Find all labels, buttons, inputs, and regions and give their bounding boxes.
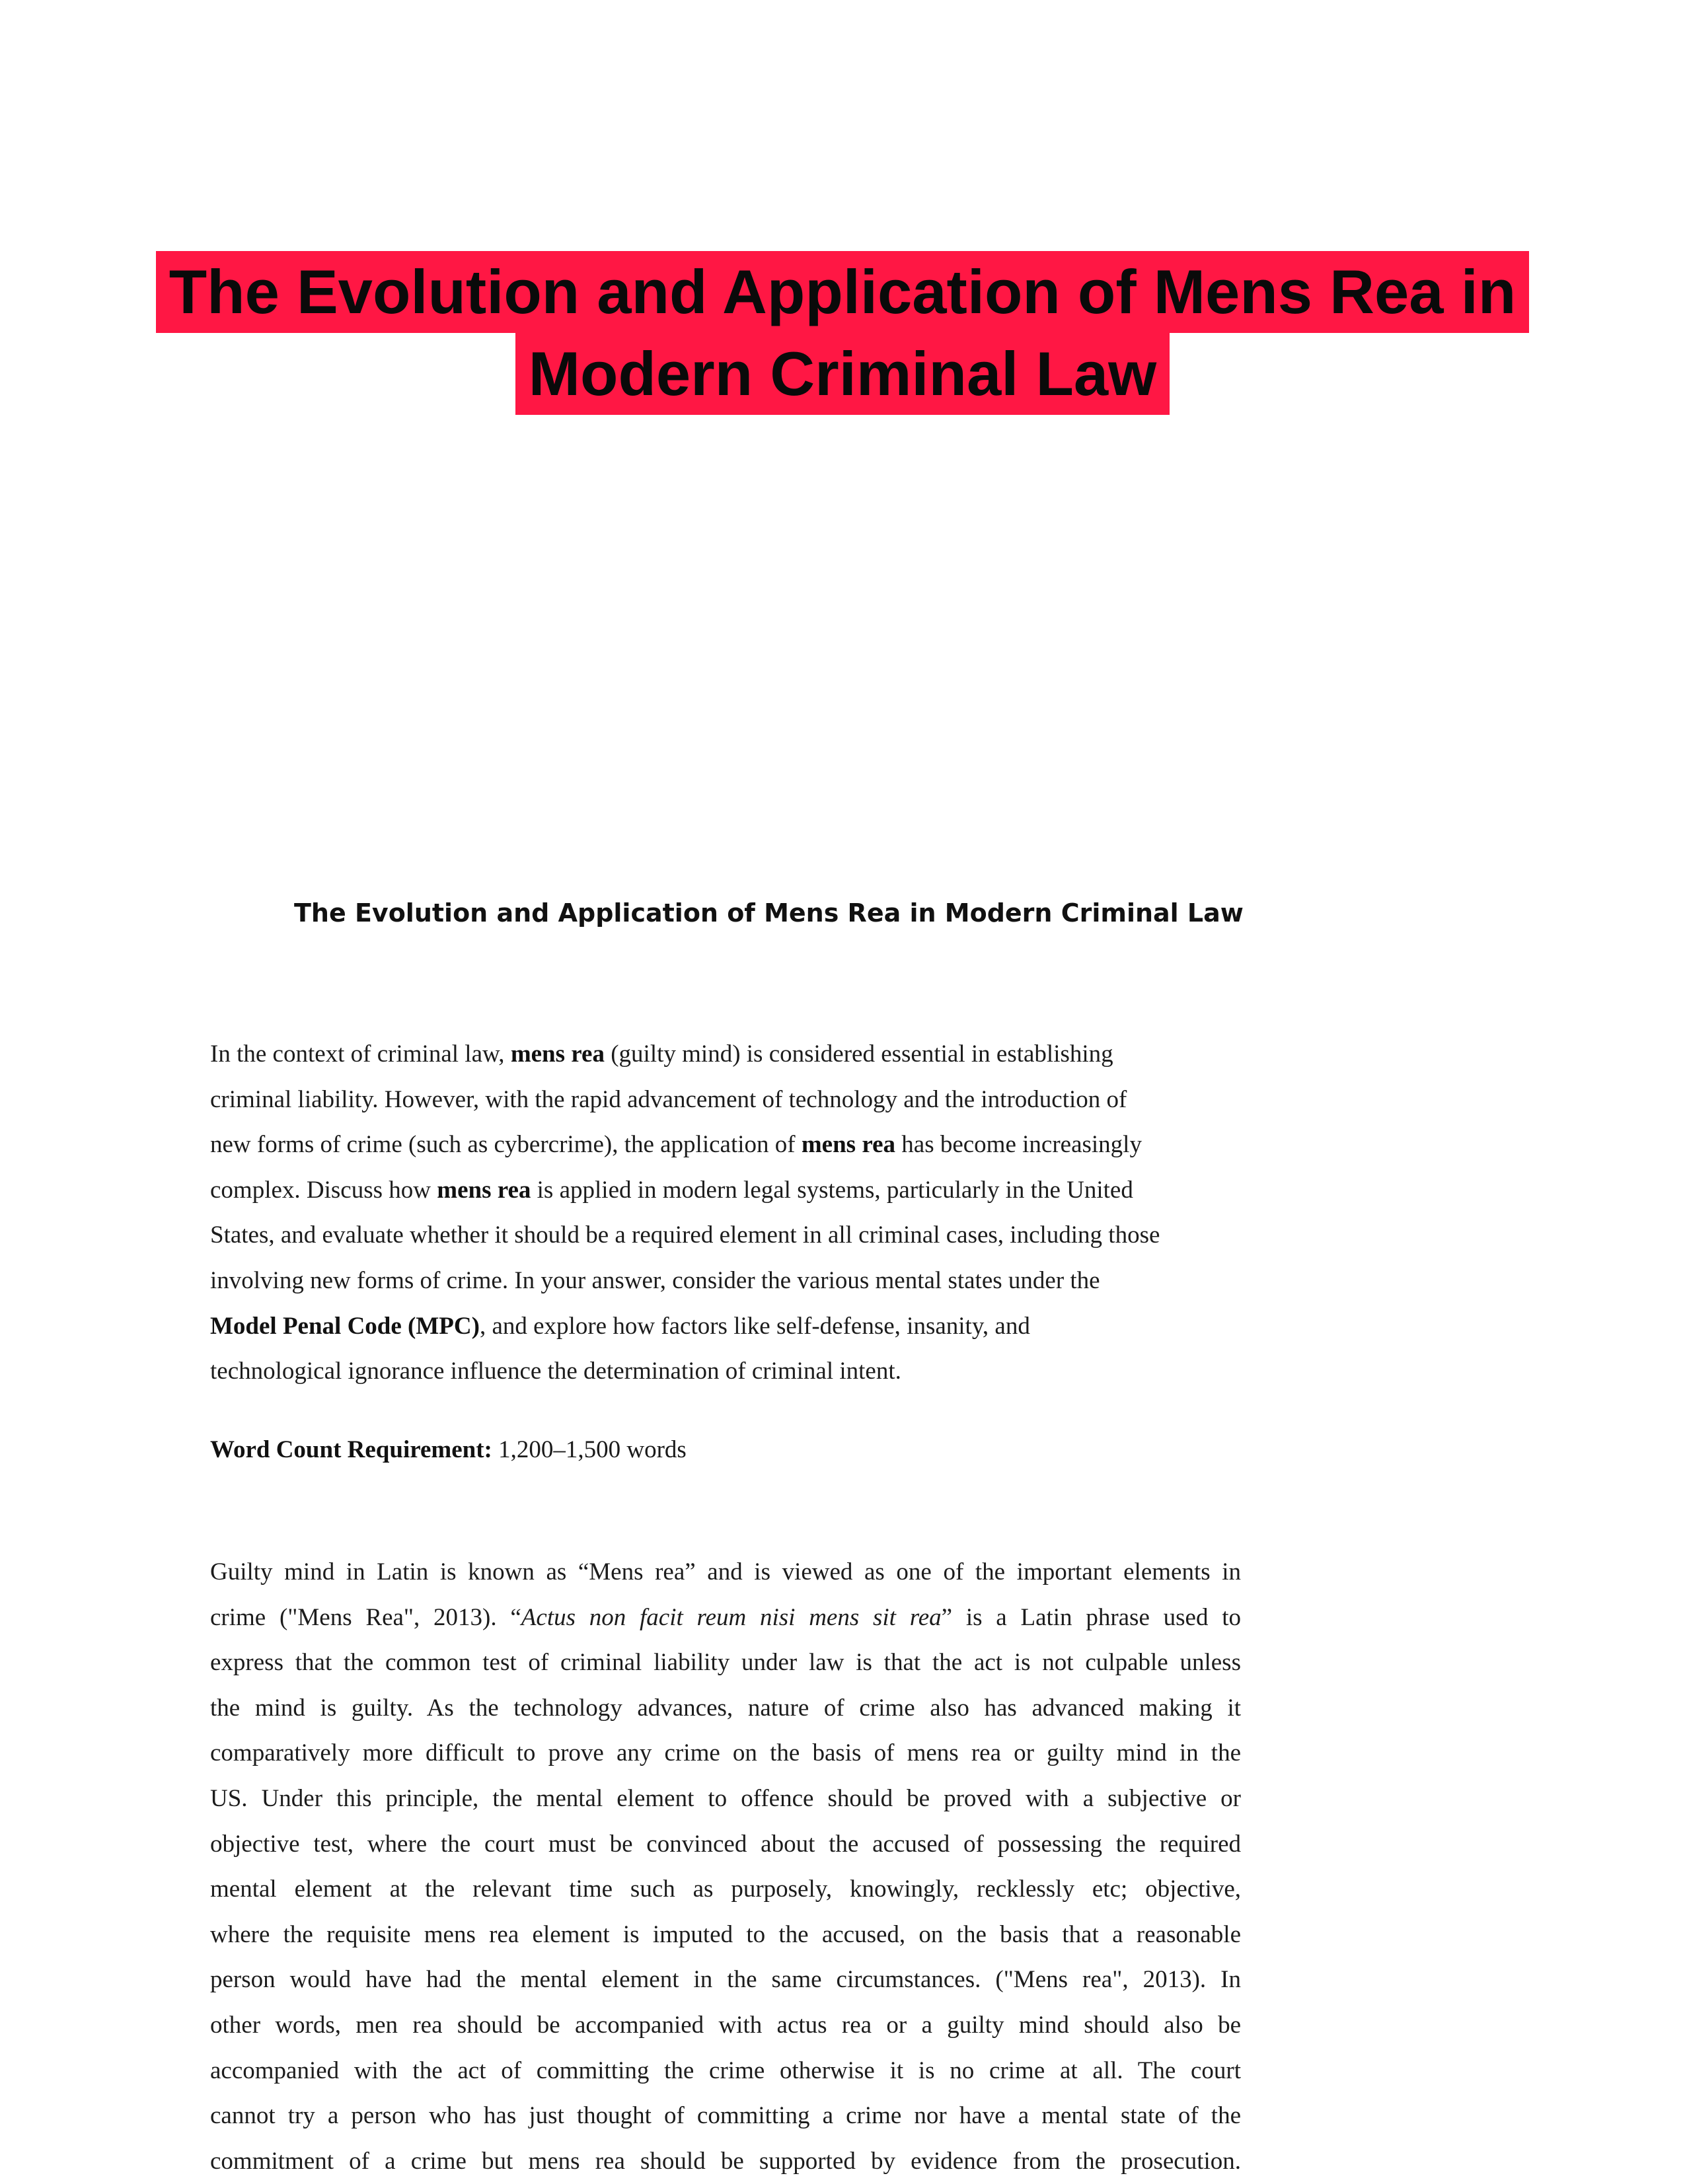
essay-body-paragraph <box>210 1550 1241 2184</box>
body-line: the mind is guilty. As the technology advances, nature of crime also has advanced making it <box>210 1694 1241 1722</box>
prompt-line: technological ignorance influence the determination of criminal intent. <box>210 1358 901 1385</box>
prompt-line: involving new forms of crime. In your answer, consider the various mental states under the <box>210 1266 1100 1294</box>
banner-title-line-2: Modern Criminal Law <box>515 333 1170 415</box>
prompt-line: complex. Discuss how mens rea is applied in modern legal systems, particularly in the United <box>210 1176 1133 1204</box>
prompt-line: In the context of criminal law, mens rea (guilty mind) is considered essential in establishing <box>210 1040 1113 1068</box>
body-line: mental element at the relevant time such as purposely, knowingly, recklessly etc; objective, <box>210 1875 1241 1903</box>
body-line: accompanied with the act of committing the crime otherwise it is no crime at all. The court <box>210 2057 1241 2084</box>
body-line: express that the common test of criminal liability under law is that the act is not culpable unless <box>210 1649 1241 1677</box>
cover-banner <box>0 251 1685 415</box>
body-line: cannot try a person who has just thought of committing a crime nor have a mental state of the <box>210 2102 1241 2130</box>
body-line: comparatively more difficult to prove any crime on the basis of mens rea or guilty mind in the <box>210 1739 1241 1767</box>
body-line: US. Under this principle, the mental element to offence should be proved with a subjective or <box>210 1784 1241 1812</box>
body-line: where the requisite mens rea element is imputed to the accused, on the basis that a reasonable <box>210 1920 1241 1948</box>
body-line: crime ("Mens Rea", 2013). “Actus non facit reum nisi mens sit rea” is a Latin phrase used to <box>210 1603 1242 1631</box>
prompt-line: criminal liability. However, with the rapid advancement of technology and the introduction of <box>210 1085 1127 1113</box>
prompt-line: Model Penal Code (MPC), and explore how factors like self-defense, insanity, and <box>210 1312 1030 1340</box>
essay-prompt <box>210 1032 1241 1395</box>
prompt-line: States, and evaluate whether it should be a required element in all criminal cases, including those <box>210 1221 1160 1249</box>
word-count-requirement <box>210 1428 687 1473</box>
banner-title-line-1: The Evolution and Application of Mens Rea in <box>156 251 1530 333</box>
word-count-value: 1,200–1,500 words <box>492 1436 687 1463</box>
prompt-line: new forms of crime (such as cybercrime), the application of mens rea has become increasingly <box>210 1131 1142 1159</box>
word-count-label: Word Count Requirement: <box>210 1436 492 1463</box>
document-title: The Evolution and Application of Mens Rea in Modern Criminal Law <box>294 898 1244 928</box>
body-line: person would have had the mental element in the same circumstances. ("Mens rea", 2013). In <box>210 1966 1241 1994</box>
body-line: objective test, where the court must be convinced about the accused of possessing the required <box>210 1830 1241 1858</box>
body-line: Guilty mind in Latin is known as “Mens rea” and is viewed as one of the important elements in <box>210 1558 1241 1585</box>
body-line: other words, men rea should be accompanied with actus rea or a guilty mind should also be <box>210 2011 1241 2039</box>
body-line: commitment of a crime but mens rea should be supported by evidence from the prosecution. <box>210 2147 1241 2175</box>
